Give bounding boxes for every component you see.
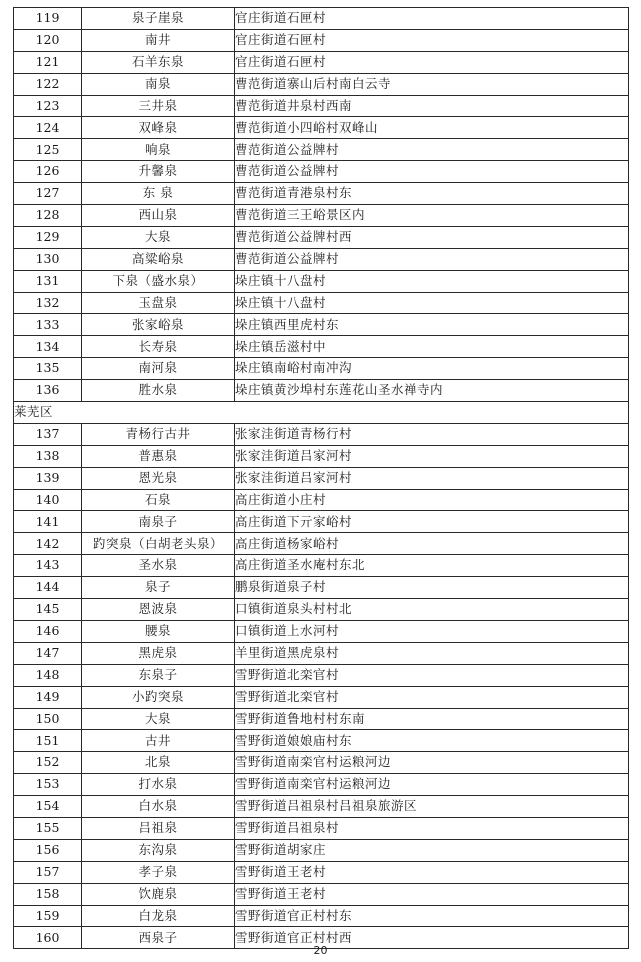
- table-row: [14, 380, 629, 402]
- spring-location: 曹范街道公益牌村西: [235, 226, 629, 248]
- spring-location: 曹范街道公益牌村: [235, 161, 629, 183]
- table-row: [14, 314, 629, 336]
- spring-name: 小趵突泉: [82, 686, 235, 708]
- spring-number: 150: [14, 708, 82, 730]
- spring-number: 130: [14, 248, 82, 270]
- table-row: [14, 467, 629, 489]
- spring-number: 129: [14, 226, 82, 248]
- spring-number: 134: [14, 336, 82, 358]
- table-row: [14, 161, 629, 183]
- spring-location: 雪野街道吕祖泉村吕祖泉旅游区: [235, 796, 629, 818]
- table-row: [14, 774, 629, 796]
- table-row: [14, 533, 629, 555]
- table-row: [14, 708, 629, 730]
- spring-location: 高庄街道杨家峪村: [235, 533, 629, 555]
- table-row: [14, 620, 629, 642]
- district-heading: 莱芜区: [14, 402, 629, 424]
- spring-location: 高庄街道圣水庵村东北: [235, 555, 629, 577]
- spring-location: 口镇街道上水河村: [235, 620, 629, 642]
- spring-number: 139: [14, 467, 82, 489]
- table-row: [14, 270, 629, 292]
- spring-location: 垛庄镇十八盘村: [235, 292, 629, 314]
- spring-location: 曹范街道三王峪景区内: [235, 205, 629, 227]
- spring-number: 155: [14, 817, 82, 839]
- spring-location: 高庄街道下亓家峪村: [235, 511, 629, 533]
- spring-name: 东沟泉: [82, 839, 235, 861]
- table-row: [14, 839, 629, 861]
- district-section: [14, 402, 629, 424]
- spring-number: 156: [14, 839, 82, 861]
- spring-name: 高粱峪泉: [82, 248, 235, 270]
- spring-number: 143: [14, 555, 82, 577]
- spring-number: 131: [14, 270, 82, 292]
- spring-location: 雪野街道官正村村东: [235, 905, 629, 927]
- spring-name: 白龙泉: [82, 905, 235, 927]
- spring-location: 官庄街道石匣村: [235, 8, 629, 30]
- spring-location: 垛庄镇南峪村南冲沟: [235, 358, 629, 380]
- spring-number: 149: [14, 686, 82, 708]
- spring-name: 长寿泉: [82, 336, 235, 358]
- table-row: [14, 511, 629, 533]
- spring-name: 恩光泉: [82, 467, 235, 489]
- spring-name: 石泉: [82, 489, 235, 511]
- table-row: [14, 73, 629, 95]
- spring-name: 玉盘泉: [82, 292, 235, 314]
- spring-name: 恩波泉: [82, 599, 235, 621]
- spring-number: 141: [14, 511, 82, 533]
- table-row: [14, 292, 629, 314]
- spring-number: 138: [14, 445, 82, 467]
- spring-name: 大泉: [82, 226, 235, 248]
- spring-number: 147: [14, 642, 82, 664]
- spring-name: 大泉: [82, 708, 235, 730]
- spring-location: 曹范街道公益牌村: [235, 248, 629, 270]
- spring-location: 垛庄镇西里虎村东: [235, 314, 629, 336]
- spring-number: 124: [14, 117, 82, 139]
- spring-location: 曹范街道井泉村西南: [235, 95, 629, 117]
- spring-number: 126: [14, 161, 82, 183]
- spring-location: 口镇街道泉头村村北: [235, 599, 629, 621]
- spring-name: 泉子: [82, 577, 235, 599]
- spring-number: 122: [14, 73, 82, 95]
- spring-number: 159: [14, 905, 82, 927]
- table-body-section-2: [14, 423, 629, 948]
- spring-location: 张家洼街道青杨行村: [235, 423, 629, 445]
- table-row: [14, 752, 629, 774]
- spring-location: 雪野街道北栾官村: [235, 686, 629, 708]
- spring-number: 142: [14, 533, 82, 555]
- table-row: [14, 817, 629, 839]
- spring-location: 雪野街道胡家庄: [235, 839, 629, 861]
- spring-location: 曹范街道青港泉村东: [235, 183, 629, 205]
- spring-name: 饮鹿泉: [82, 883, 235, 905]
- spring-location: 官庄街道石匣村: [235, 29, 629, 51]
- table-row: [14, 599, 629, 621]
- table-row: [14, 730, 629, 752]
- table-row: [14, 205, 629, 227]
- spring-name: 普惠泉: [82, 445, 235, 467]
- spring-location: 垛庄镇岳滋村中: [235, 336, 629, 358]
- spring-name: 西泉子: [82, 927, 235, 949]
- table-row: [14, 358, 629, 380]
- spring-location: 雪野街道王老村: [235, 883, 629, 905]
- spring-number: 148: [14, 664, 82, 686]
- table-row: [14, 883, 629, 905]
- table-row: [14, 664, 629, 686]
- spring-number: 144: [14, 577, 82, 599]
- spring-location: 高庄街道小庄村: [235, 489, 629, 511]
- spring-number: 140: [14, 489, 82, 511]
- spring-number: 135: [14, 358, 82, 380]
- spring-number: 157: [14, 861, 82, 883]
- spring-location: 雪野街道南栾官村运粮河边: [235, 774, 629, 796]
- spring-number: 158: [14, 883, 82, 905]
- spring-name: 南井: [82, 29, 235, 51]
- spring-name: 黑虎泉: [82, 642, 235, 664]
- spring-location: 鹏泉街道泉子村: [235, 577, 629, 599]
- spring-number: 125: [14, 139, 82, 161]
- spring-number: 152: [14, 752, 82, 774]
- table-row: [14, 139, 629, 161]
- spring-number: 119: [14, 8, 82, 30]
- table-row: [14, 248, 629, 270]
- spring-location: 官庄街道石匣村: [235, 51, 629, 73]
- spring-location: 垛庄镇十八盘村: [235, 270, 629, 292]
- spring-location: 雪野街道王老村: [235, 861, 629, 883]
- spring-location: 张家洼街道吕家河村: [235, 445, 629, 467]
- spring-name: 双峰泉: [82, 117, 235, 139]
- spring-number: 146: [14, 620, 82, 642]
- spring-number: 154: [14, 796, 82, 818]
- spring-name: 东 泉: [82, 183, 235, 205]
- spring-name: 孝子泉: [82, 861, 235, 883]
- spring-name: 南泉子: [82, 511, 235, 533]
- spring-location: 羊里街道黑虎泉村: [235, 642, 629, 664]
- spring-location: 曹范街道小四峪村双峰山: [235, 117, 629, 139]
- table-row: [14, 555, 629, 577]
- table-row: [14, 95, 629, 117]
- spring-location: 雪野街道北栾官村: [235, 664, 629, 686]
- table-row: [14, 489, 629, 511]
- table-row: [14, 861, 629, 883]
- spring-name: 白水泉: [82, 796, 235, 818]
- table-row: [14, 796, 629, 818]
- spring-number: 127: [14, 183, 82, 205]
- spring-location: 张家洼街道吕家河村: [235, 467, 629, 489]
- spring-location: 雪野街道鲁地村村东南: [235, 708, 629, 730]
- table-row: [14, 51, 629, 73]
- spring-name: 青杨行古井: [82, 423, 235, 445]
- spring-number: 128: [14, 205, 82, 227]
- spring-name: 吕祖泉: [82, 817, 235, 839]
- spring-name: 胜水泉: [82, 380, 235, 402]
- table-row: [14, 445, 629, 467]
- table-row: [14, 577, 629, 599]
- spring-location: 雪野街道官正村村西: [235, 927, 629, 949]
- spring-number: 123: [14, 95, 82, 117]
- spring-number: 121: [14, 51, 82, 73]
- spring-location: 雪野街道吕祖泉村: [235, 817, 629, 839]
- spring-name: 三井泉: [82, 95, 235, 117]
- spring-name: 南河泉: [82, 358, 235, 380]
- spring-name: 南泉: [82, 73, 235, 95]
- table-row: [14, 642, 629, 664]
- spring-name: 趵突泉（白胡老头泉）: [82, 533, 235, 555]
- spring-name: 西山泉: [82, 205, 235, 227]
- spring-number: 137: [14, 423, 82, 445]
- spring-location: 曹范街道寨山后村南白云寺: [235, 73, 629, 95]
- spring-name: 泉子崖泉: [82, 8, 235, 30]
- spring-name: 东泉子: [82, 664, 235, 686]
- spring-location: 雪野街道娘娘庙村东: [235, 730, 629, 752]
- spring-location: 垛庄镇黄沙埠村东莲花山圣水禅寺内: [235, 380, 629, 402]
- spring-name: 下泉（盛水泉）: [82, 270, 235, 292]
- spring-name: 升馨泉: [82, 161, 235, 183]
- spring-number: 160: [14, 927, 82, 949]
- spring-number: 153: [14, 774, 82, 796]
- spring-number: 151: [14, 730, 82, 752]
- spring-number: 136: [14, 380, 82, 402]
- spring-name: 响泉: [82, 139, 235, 161]
- spring-name: 圣水泉: [82, 555, 235, 577]
- table-row: [14, 8, 629, 30]
- table-row: [14, 29, 629, 51]
- table-row: [14, 423, 629, 445]
- spring-location: 雪野街道南栾官村运粮河边: [235, 752, 629, 774]
- spring-location: 曹范街道公益牌村: [235, 139, 629, 161]
- spring-name: 腰泉: [82, 620, 235, 642]
- spring-number: 145: [14, 599, 82, 621]
- spring-name: 北泉: [82, 752, 235, 774]
- table-row: [14, 336, 629, 358]
- springs-table: [13, 7, 629, 949]
- district-row: [14, 402, 629, 424]
- table-body-section-1: [14, 8, 629, 402]
- table-row: [14, 905, 629, 927]
- spring-name: 打水泉: [82, 774, 235, 796]
- table-row: [14, 686, 629, 708]
- spring-number: 120: [14, 29, 82, 51]
- spring-name: 张家峪泉: [82, 314, 235, 336]
- table-row: [14, 226, 629, 248]
- spring-name: 石羊东泉: [82, 51, 235, 73]
- spring-number: 132: [14, 292, 82, 314]
- page-number: 20: [313, 944, 328, 957]
- table-row: [14, 117, 629, 139]
- spring-number: 133: [14, 314, 82, 336]
- spring-name: 古井: [82, 730, 235, 752]
- table-row: [14, 183, 629, 205]
